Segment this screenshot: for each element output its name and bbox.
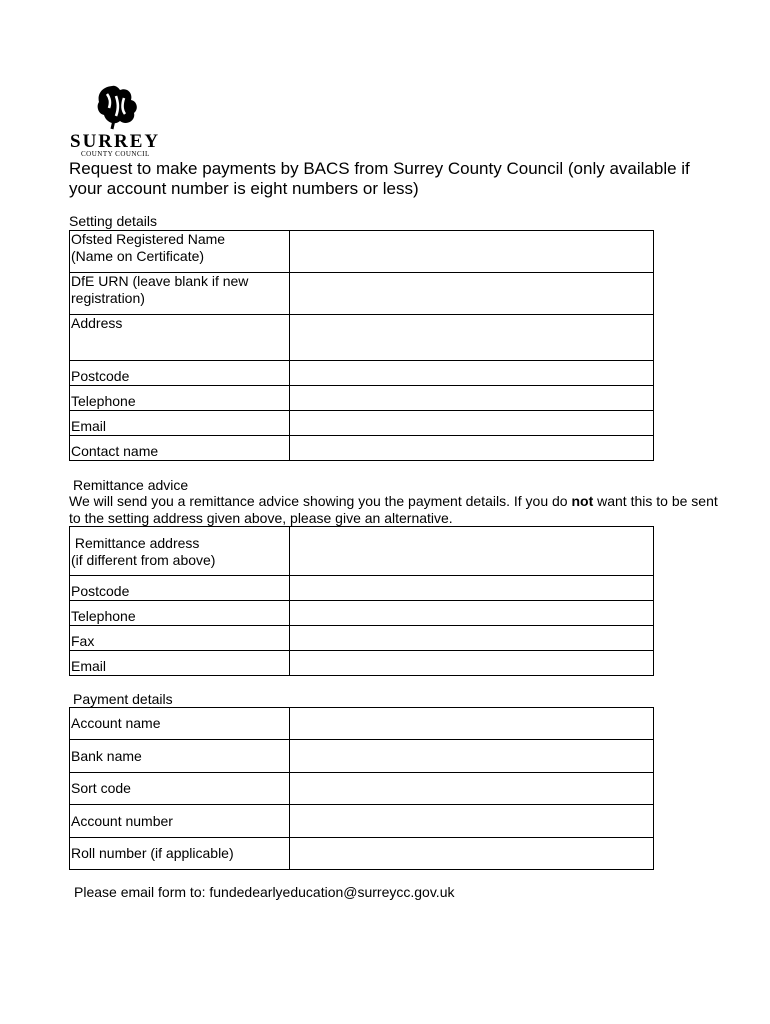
table-row <box>70 773 654 805</box>
remittance-note <box>69 493 729 527</box>
table-row <box>70 386 654 411</box>
ofsted-name-label: Ofsted Registered Name (Name on Certificate) <box>70 231 290 273</box>
table-row <box>70 436 654 461</box>
table-row <box>70 601 654 626</box>
table-row <box>70 361 654 386</box>
contact-name-field[interactable] <box>290 436 654 461</box>
postcode-label: Postcode <box>70 361 290 386</box>
logo-wordmark: SURREY <box>70 131 161 152</box>
ofsted-name-field[interactable] <box>290 231 654 273</box>
telephone-field[interactable] <box>290 386 654 411</box>
remittance-postcode-label: Postcode <box>70 576 290 601</box>
account-number-label: Account number <box>70 805 290 838</box>
address-field[interactable] <box>290 315 654 361</box>
table-row <box>70 805 654 838</box>
setting-details-table <box>69 230 654 461</box>
remittance-note-emphasis: not <box>571 493 594 509</box>
email-field[interactable] <box>290 411 654 436</box>
form-title: Request to make payments by BACS from Surrey County Council (only available if your account number is eight numbers or less) <box>69 159 690 198</box>
table-row <box>70 740 654 773</box>
remittance-fax-label: Fax <box>70 626 290 651</box>
table-row <box>70 527 654 576</box>
table-row <box>70 411 654 436</box>
setting-details-heading: Setting details <box>69 213 157 229</box>
email-instructions: Please email form to: fundedearlyeducation@surreycc.gov.uk <box>74 884 455 900</box>
roll-number-field[interactable] <box>290 838 654 870</box>
email-label: Email <box>70 411 290 436</box>
remittance-note-text: We will send you a remittance advice showing you the payment details. If you do <box>69 493 572 509</box>
account-name-label: Account name <box>70 708 290 740</box>
bank-name-label: Bank name <box>70 740 290 773</box>
table-row <box>70 315 654 361</box>
remittance-postcode-field[interactable] <box>290 576 654 601</box>
sort-code-field[interactable] <box>290 773 654 805</box>
remittance-fax-field[interactable] <box>290 626 654 651</box>
remittance-table <box>69 526 654 676</box>
dfe-urn-label: DfE URN (leave blank if new registration) <box>70 273 290 315</box>
address-label: Address <box>70 315 290 361</box>
bank-name-field[interactable] <box>290 740 654 773</box>
table-row <box>70 576 654 601</box>
remittance-address-field[interactable] <box>290 527 654 576</box>
sort-code-label: Sort code <box>70 773 290 805</box>
contact-name-label: Contact name <box>70 436 290 461</box>
remittance-advice-heading: Remittance advice <box>73 477 189 493</box>
table-row <box>70 708 654 740</box>
table-row <box>70 273 654 315</box>
oak-leaf-icon <box>92 84 140 130</box>
payment-table <box>69 707 654 870</box>
logo-subtitle: COUNTY COUNCIL <box>81 150 150 158</box>
remittance-telephone-label: Telephone <box>70 601 290 626</box>
postcode-field[interactable] <box>290 361 654 386</box>
remittance-address-label: Remittance address (if different from above) <box>70 527 290 576</box>
account-number-field[interactable] <box>290 805 654 838</box>
payment-details-heading: Payment details <box>73 691 173 707</box>
remittance-note-text-end: want this to be sent to the setting address given above, please give an alternative. <box>69 493 718 526</box>
roll-number-label: Roll number (if applicable) <box>70 838 290 870</box>
account-name-field[interactable] <box>290 708 654 740</box>
remittance-telephone-field[interactable] <box>290 601 654 626</box>
telephone-label: Telephone <box>70 386 290 411</box>
table-row <box>70 651 654 676</box>
surrey-county-council-logo <box>70 84 170 160</box>
remittance-email-field[interactable] <box>290 651 654 676</box>
table-row <box>70 231 654 273</box>
remittance-email-label: Email <box>70 651 290 676</box>
table-row <box>70 626 654 651</box>
dfe-urn-field[interactable] <box>290 273 654 315</box>
table-row <box>70 838 654 870</box>
